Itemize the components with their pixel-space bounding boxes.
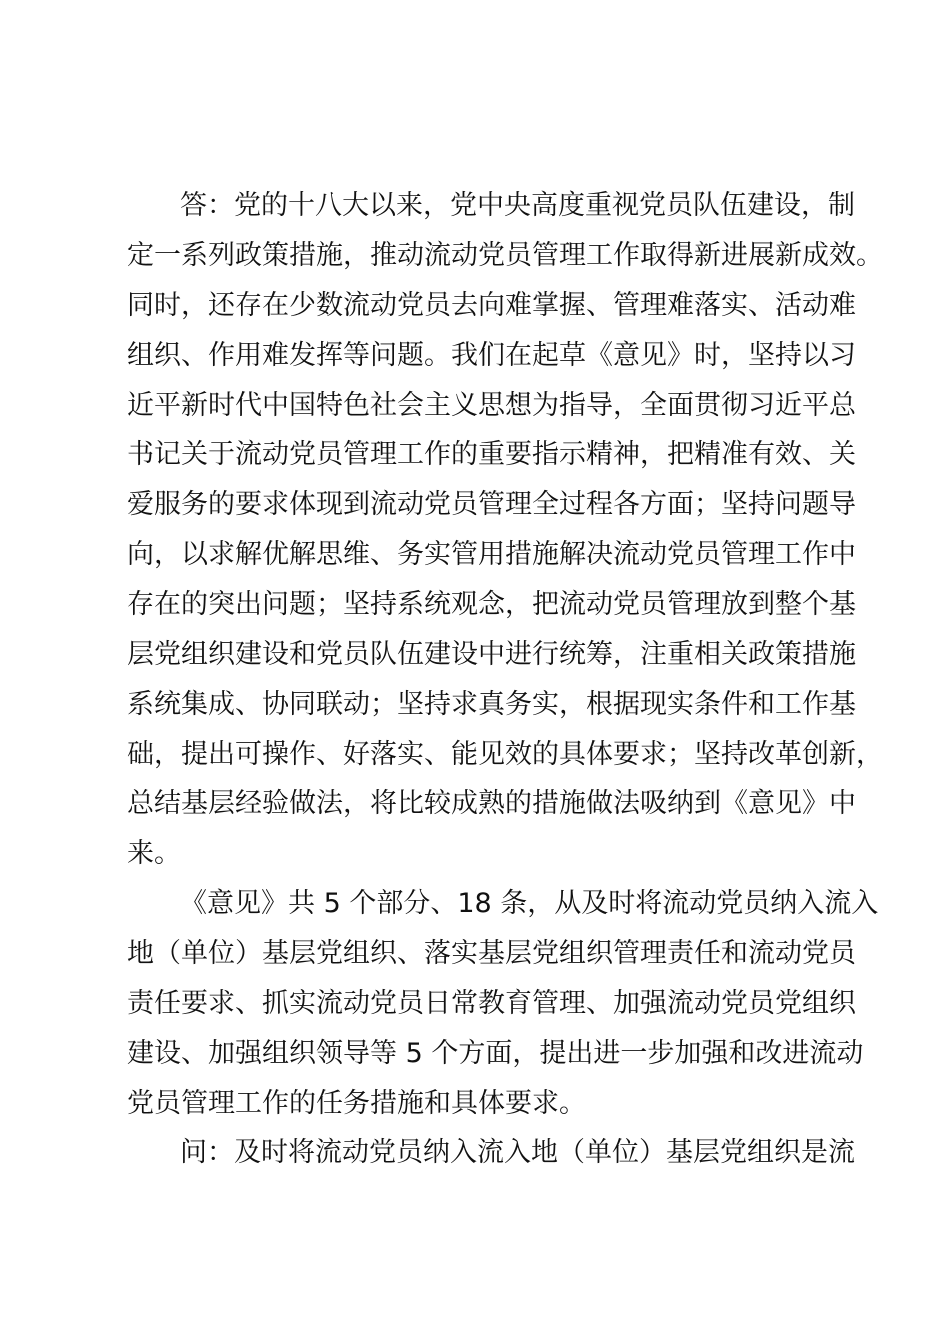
paragraph-line: 党员管理工作的任务措施和具体要求。 [127,1088,586,1119]
paragraph-line: 存在的突出问题；坚持系统观念，把流动党员管理放到整个基 [127,589,856,620]
paragraph-line: 问：及时将流动党员纳入流入地（单位）基层党组织是流 [180,1137,855,1168]
paragraph-line: 同时，还存在少数流动党员去向难掌握、管理难落实、活动难 [127,290,856,321]
paragraph-line: 责任要求、抓实流动党员日常教育管理、加强流动党员党组织 [127,988,856,1019]
paragraph-line: 向，以求解优解思维、务实管用措施解决流动党员管理工作中 [127,539,856,570]
paragraph-line: 层党组织建设和党员队伍建设中进行统筹，注重相关政策措施 [127,639,856,670]
paragraph-line: 《意见》共 5 个部分、18 条，从及时将流动党员纳入流入 [180,888,879,919]
paragraph-line: 系统集成、协同联动；坚持求真务实，根据现实条件和工作基 [127,689,856,720]
paragraph-line: 答：党的十八大以来，党中央高度重视党员队伍建设，制 [180,190,855,221]
paragraph-line: 来。 [127,838,181,869]
paragraph-line: 总结基层经验做法，将比较成熟的措施做法吸纳到《意见》中 [127,788,856,819]
paragraph-line: 建设、加强组织领导等 5 个方面，提出进一步加强和改进流动 [127,1038,864,1069]
paragraph-line: 爱服务的要求体现到流动党员管理全过程各方面；坚持问题导 [127,489,856,520]
paragraph-line: 近平新时代中国特色社会主义思想为指导，全面贯彻习近平总 [127,390,856,421]
paragraph-line: 础，提出可操作、好落实、能见效的具体要求；坚持改革创新， [127,739,883,770]
paragraph-line: 书记关于流动党员管理工作的重要指示精神，把精准有效、关 [127,439,856,470]
paragraph-line: 地（单位）基层党组织、落实基层党组织管理责任和流动党员 [127,938,856,969]
paragraph-line: 定一系列政策措施，推动流动党员管理工作取得新进展新成效。 [127,240,883,271]
paragraph-line: 组织、作用难发挥等问题。我们在起草《意见》时，坚持以习 [127,340,856,371]
